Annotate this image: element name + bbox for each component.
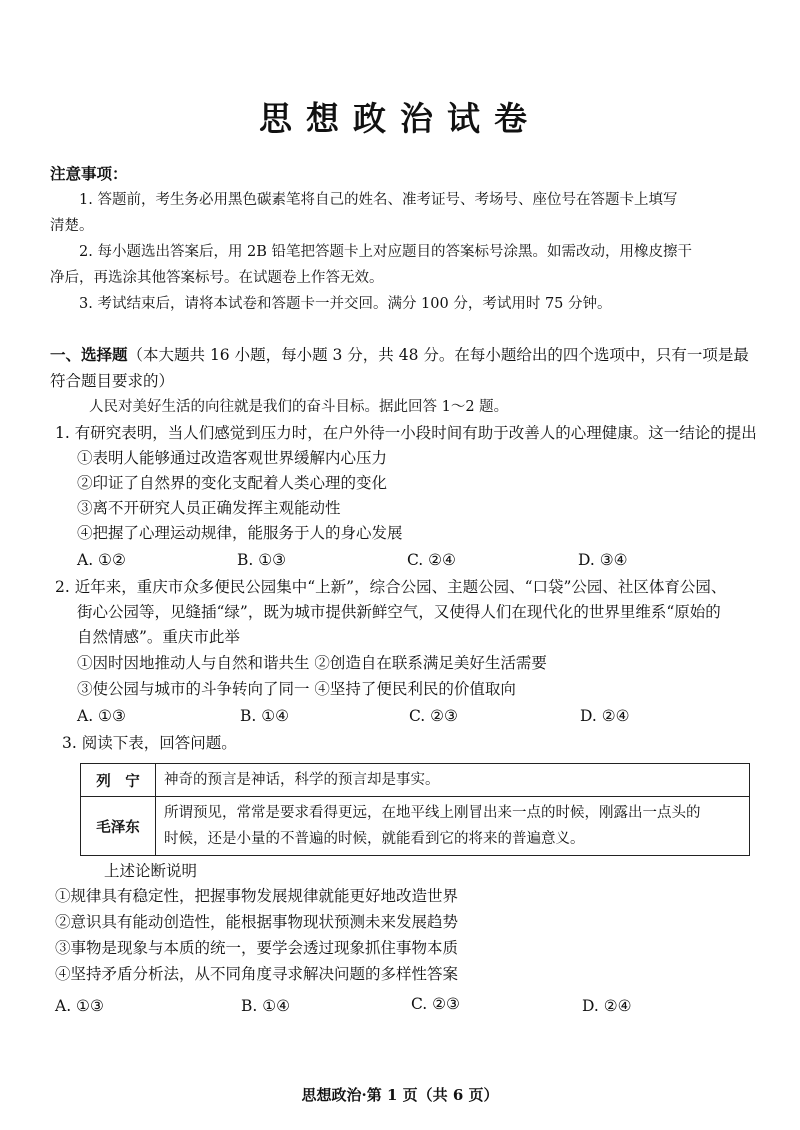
q3-statement: ①规律具有稳定性，把握事物发展规律就能更好地改造世界 bbox=[55, 887, 459, 905]
notice-item: 清楚。 bbox=[50, 218, 94, 234]
q2-option-d[interactable]: D. ②④ bbox=[580, 707, 630, 725]
notice-item: 2. 每小题选出答案后，用 2B 铅笔把答题卡上对应题目的答案标号涂黑。如需改动，用橡皮擦干 bbox=[79, 244, 693, 260]
section-description-cont: 符合题目要求的） bbox=[50, 372, 175, 390]
q2-option-c[interactable]: C. ②③ bbox=[409, 707, 458, 725]
q3-option-c[interactable]: C. ②③ bbox=[411, 995, 460, 1013]
section-description: （本大题共 16 小题，每小题 3 分，共 48 分。在每小题给出的四个选项中，只有一项是最 bbox=[127, 346, 749, 364]
section-intro: 人民对美好生活的向往就是我们的奋斗目标。据此回答 1～2 题。 bbox=[89, 399, 509, 415]
page-title: 思想政治试卷 bbox=[259, 99, 541, 138]
q1-option-d[interactable]: D. ③④ bbox=[578, 551, 628, 569]
q2-stem-cont: 自然情感”。重庆市此举 bbox=[77, 628, 240, 646]
q2-stem-cont: 街心公园等，见缝插“绿”，既为城市提供新鲜空气，又使得人们在现代化的世界里维系“原始的 bbox=[77, 603, 721, 621]
q1-option-a[interactable]: A. ①② bbox=[77, 551, 126, 569]
notice-item: 净后，再选涂其他答案标号。在试题卷上作答无效。 bbox=[50, 270, 384, 286]
page-footer: 思想政治·第 1 页（共 6 页） bbox=[301, 1086, 499, 1104]
q1-statement: ②印证了自然界的变化支配着人类心理的变化 bbox=[77, 474, 388, 492]
notice-heading: 注意事项： bbox=[50, 164, 128, 183]
q2-option-a[interactable]: A. ①③ bbox=[77, 707, 126, 725]
notice-item: 3. 考试结束后，请将本试卷和答题卡一并交回。满分 100 分，考试用时 75 分钟。 bbox=[79, 296, 612, 312]
quote-text-line: 所谓预见，常常是要求看得更远，在地平线上刚冒出来一点的时候，刚露出一点头的 bbox=[164, 805, 701, 821]
q3-option-b[interactable]: B. ①④ bbox=[241, 997, 291, 1015]
q3-option-d[interactable]: D. ②④ bbox=[582, 997, 632, 1015]
q1-option-b[interactable]: B. ①③ bbox=[237, 551, 287, 569]
q1-statement: ①表明人能够通过改造客观世界缓解内心压力 bbox=[77, 449, 388, 467]
q2-option-b[interactable]: B. ①④ bbox=[240, 707, 290, 725]
section-heading: 一、选择题 bbox=[50, 345, 128, 364]
quote-author: 列 宁 bbox=[81, 764, 156, 797]
q2-stem: 2. 近年来，重庆市众多便民公园集中“上新”，综合公园、主题公园、“口袋”公园、社区体育公园、 bbox=[55, 578, 727, 596]
table-row bbox=[81, 764, 750, 797]
q1-option-c[interactable]: C. ②④ bbox=[407, 551, 456, 569]
q1-statement: ④把握了心理运动规律，能服务于人的身心发展 bbox=[77, 524, 403, 542]
q3-option-a[interactable]: A. ①③ bbox=[55, 997, 104, 1015]
q3-statement: ③事物是现象与本质的统一，要学会透过现象抓住事物本质 bbox=[55, 939, 459, 957]
q3-statement: ④坚持矛盾分析法，从不同角度寻求解决问题的多样性答案 bbox=[55, 965, 459, 983]
quote-text-line: 时候，还是小量的不普遍的时候，就能看到它的将来的普遍意义。 bbox=[164, 831, 585, 847]
q1-statement: ③离不开研究人员正确发挥主观能动性 bbox=[77, 499, 341, 517]
q2-statements: ①因时因地推动人与自然和谐共生 ②创造自在联系满足美好生活需要 bbox=[77, 654, 547, 672]
q3-stem: 3. 阅读下表，回答问题。 bbox=[62, 734, 237, 752]
q2-statements: ③使公园与城市的斗争转向了同一 ④坚持了便民利民的价值取向 bbox=[77, 680, 516, 698]
section-heading-line bbox=[50, 345, 749, 365]
table-row bbox=[81, 797, 750, 856]
quote-text: 神奇的预言是神话，科学的预言却是事实。 bbox=[156, 764, 750, 797]
quote-text bbox=[156, 797, 750, 856]
quote-author: 毛泽东 bbox=[81, 797, 156, 856]
notice-item: 1. 答题前，考生务必用黑色碳素笔将自己的姓名、准考证号、考场号、座位号在答题卡上填写 bbox=[79, 192, 678, 208]
q1-stem: 1. 有研究表明，当人们感觉到压力时，在户外待一小段时间有助于改善人的心理健康。这一结论的提出 bbox=[55, 424, 757, 442]
quote-table bbox=[80, 763, 750, 856]
q3-statement: ②意识具有能动创造性，能根据事物现状预测未来发展趋势 bbox=[55, 913, 459, 931]
q3-lead: 上述论断说明 bbox=[104, 862, 198, 880]
